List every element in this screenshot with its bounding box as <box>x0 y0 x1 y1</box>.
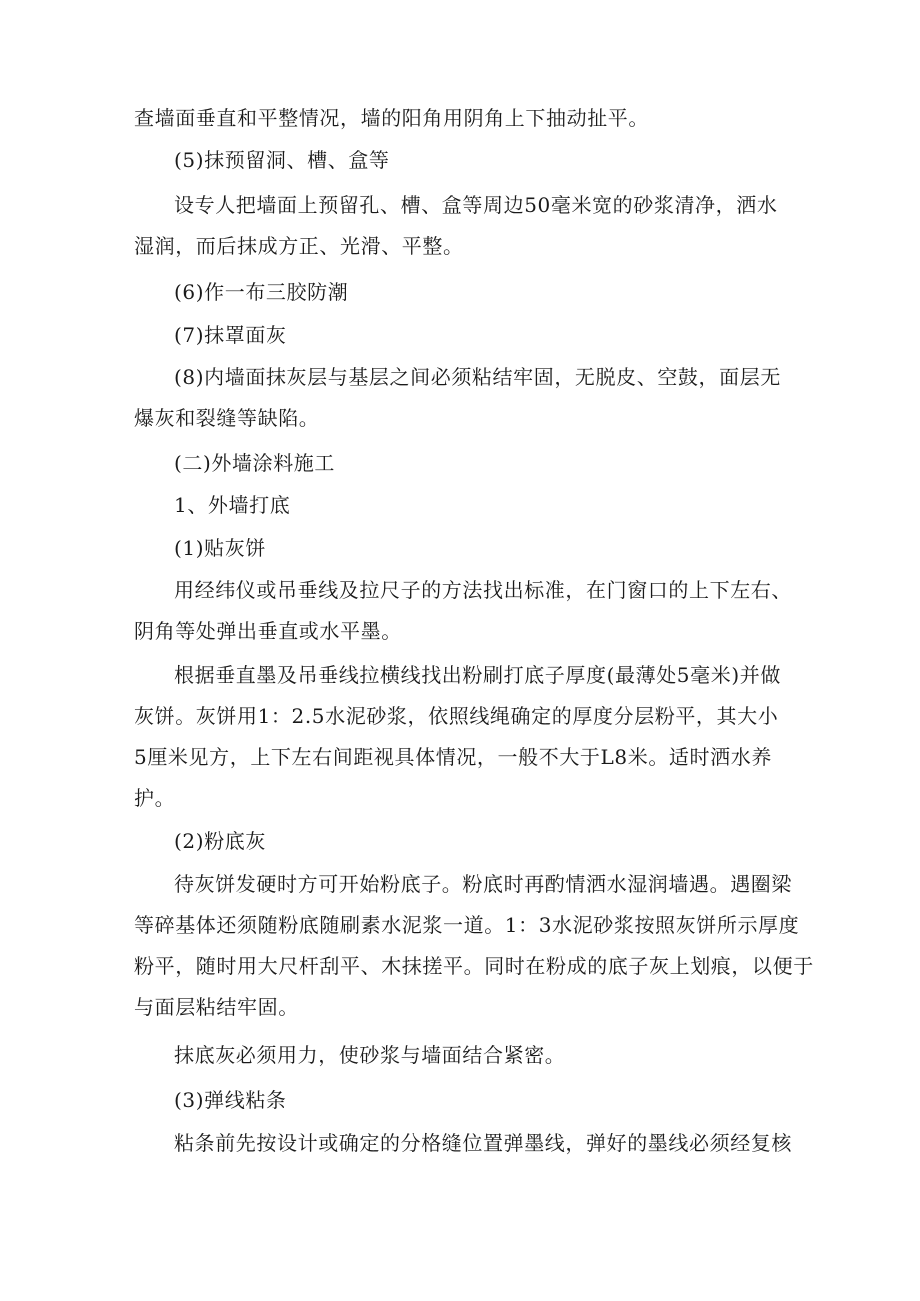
text-line: 阴角等处弹出垂直或水平墨。 <box>134 619 402 643</box>
subsection-heading <box>134 485 794 526</box>
text-line: 5厘米见方，上下左右间距视具体情况，一般不大于L8米。适时洒水养 <box>134 745 772 769</box>
text-line: (5)抹预留洞、槽、盒等 <box>174 148 390 172</box>
text-line: (2)粉底灰 <box>174 829 266 853</box>
paragraph <box>134 185 794 267</box>
paragraph <box>134 357 794 439</box>
text-line: 待灰饼发硬时方可开始粉底子。粉底时再酌情洒水湿润墙遇。遇圈梁 <box>174 872 792 896</box>
text-line: 与面层粘结牢固。 <box>134 995 299 1019</box>
text-line: (二)外墙涂料施工 <box>174 451 336 475</box>
paragraph <box>134 864 814 1028</box>
paragraph <box>134 570 794 652</box>
text-line: 护。 <box>134 786 176 810</box>
paragraph <box>134 98 794 139</box>
paragraph-heading <box>134 1080 794 1121</box>
paragraph-heading <box>134 315 794 356</box>
paragraph-heading <box>134 140 794 181</box>
text-line: (7)抹罩面灰 <box>174 323 287 347</box>
text-line: 等碎基体还须随粉底随刷素水泥浆一道。1：3水泥砂浆按照灰饼所示厚度 <box>134 913 800 937</box>
text-line: (6)作一布三胶防潮 <box>174 280 349 304</box>
text-line: 1、外墙打底 <box>174 493 291 517</box>
text-line: 湿润，而后抹成方正、光滑、平整。 <box>134 234 464 258</box>
text-line: 设专人把墙面上预留孔、槽、盒等周边50毫米宽的砂浆清净，洒水 <box>174 193 778 217</box>
text-line: 粉平，随时用大尺杆刮平、木抹搓平。同时在粉成的底子灰上划痕，以便于 <box>134 954 814 978</box>
paragraph-heading <box>134 821 794 862</box>
text-line: (3)弹线粘条 <box>174 1088 287 1112</box>
text-line: (8)内墙面抹灰层与基层之间必须粘结牢固，无脱皮、空鼓，面层无 <box>174 365 781 389</box>
text-line: 抹底灰必须用力，使砂浆与墙面结合紧密。 <box>174 1043 566 1067</box>
text-line: 查墙面垂直和平整情况，墙的阳角用阴角上下抽动扯平。 <box>134 106 649 130</box>
paragraph <box>134 1123 794 1164</box>
section-heading <box>134 443 794 484</box>
paragraph-heading <box>134 528 794 569</box>
text-line: 粘条前先按设计或确定的分格缝位置弹墨线，弹好的墨线必须经复核 <box>174 1131 792 1155</box>
text-line: 根据垂直墨及吊垂线拉横线找出粉刷打底子厚度(最薄处5毫米)并做 <box>174 663 781 687</box>
text-line: 灰饼。灰饼用1：2.5水泥砂浆，依照线绳确定的厚度分层粉平，其大小 <box>134 704 779 728</box>
text-line: 用经纬仪或吊垂线及拉尺子的方法找出标准，在门窗口的上下左右、 <box>174 578 792 602</box>
paragraph <box>134 1035 794 1076</box>
text-line: 爆灰和裂缝等缺陷。 <box>134 406 320 430</box>
paragraph-heading <box>134 272 794 313</box>
paragraph <box>134 655 794 819</box>
text-line: (1)贴灰饼 <box>174 536 266 560</box>
